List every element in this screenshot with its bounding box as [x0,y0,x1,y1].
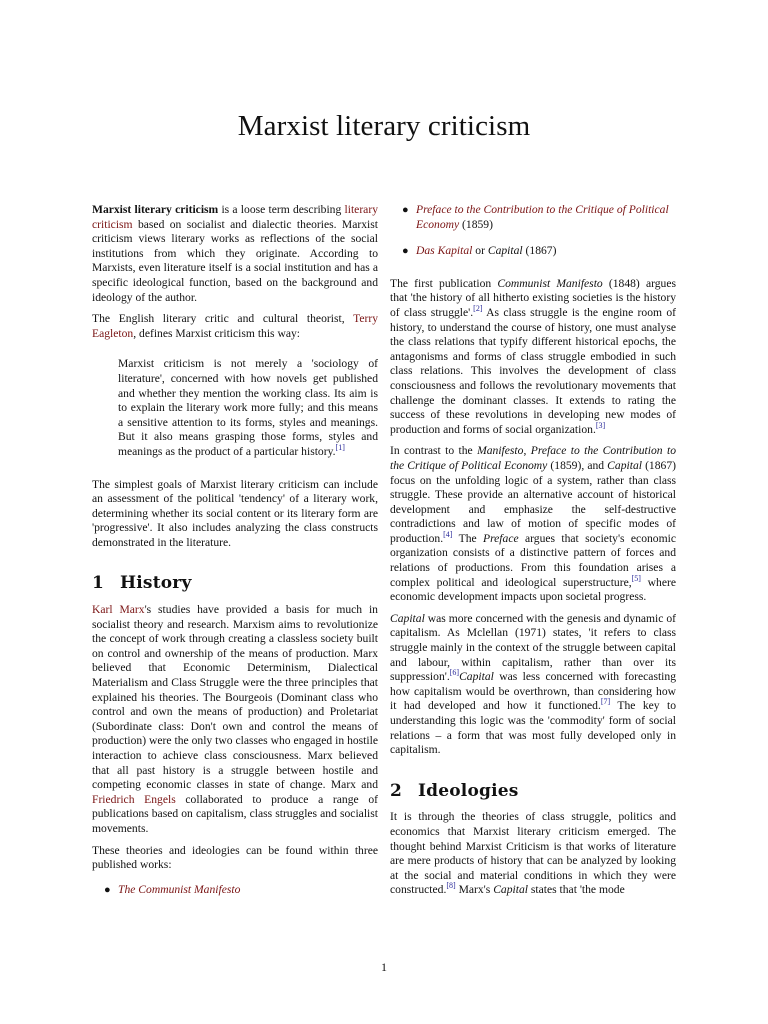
history-paragraph-1: Karl Marx's studies have provided a basis for much in socialist theory and research. Marxism aims to revolutionize the concept of work through creating a classless society built on control and ownership of the means of production. Marx believed that Economic Determinism, Dialectical Materialism and Class Struggle were the three principles that explained his theories. The Bourgeois (Dominant class who control and own the means of production) and Proletariat (Subordinate class: Don't own and control the means of production) were the only two classes who engaged in hostile interaction to achieve class consciousness. Marx believed that all past history is a struggle between hostile and competing economic classes in state of change. Marx and Friedrich Engels collaborated to produce a range of publications based on capitalism, class struggles and socialist movements. [92,603,379,835]
citation-ref-5[interactable]: [5] [631,573,641,583]
lead-term: Marxist literary criticism [92,203,219,216]
citation-ref-3[interactable]: [3] [595,420,606,430]
page-title: Marxist literary criticism [237,110,531,142]
section-heading-ideologies [390,780,676,801]
block-quote: Marxist criticism is not merely a 'sociology of literature', concerned with how novels get published and whether they mention the working class. Its aim is to explain the literary work more fully; and this means a sensitive attention to its forms, styles and meanings. But it also means grasping those forms, styles and meanings as the product of a particular history.[1] [118,357,378,458]
history-paragraph-3: The first publication Communist Manifesto (1848) argues that 'the history of all hitherto existing societies is the history of class struggle'.[2] As class struggle is the engine room of history, to understand the course of history, one must analyse the class relations that typify different historical epochs, the antagonisms and forms of class struggle embodied in such class relations. This involves the development of class consciousness and follows the revolutionary movements that challenge the dominant classes. It extends to rating the success of these revolutions in developing new modes of production and forms of social organization.[3] [390,276,676,436]
section-heading-history [92,573,378,594]
section-title: History [120,573,192,594]
history-paragraph-2: These theories and ideologies can be found within three published works: [92,843,378,872]
link-karl-marx[interactable]: Karl Marx [92,603,145,617]
history-paragraph-5: Capital was more concerned with the genesis and dynamic of capitalism. As Mclellan (1971) states, 'it refers to class struggle mainly in the context of the struggle between capital and labour, within capitalism, rather than over its suppression'.[6]Capital was less concerned with forecasting how capitalism would be overthrown, than considering how it had developed and how it functioned.[7] The key to understanding this logic was the 'commodity' form of social relations – a form that was most fully developed only in capitalism. [390,611,676,757]
citation-ref-7[interactable]: [7] [600,697,611,707]
citation-ref-6[interactable]: [6] [449,668,460,678]
list-item: ● Preface to the Contribution to the Critique of Political Economy (1859) [402,203,669,231]
left-column [92,203,378,911]
citation-ref-4[interactable]: [4] [443,530,453,540]
bullet-icon: ● [402,245,409,258]
works-list-part-2 [390,203,676,259]
citation-ref-8[interactable]: [8] [446,881,456,891]
link-literary-criticism[interactable]: literary criticism [92,203,378,231]
link-das-kapital[interactable]: Das Kapital [416,244,473,258]
citation-ref-1[interactable]: [1] [335,443,345,453]
intro-paragraph-2: The English literary critic and cultural theorist, Terry Eagleton, defines Marxist criticism this way: [92,312,378,340]
link-terry-eagleton[interactable]: Terry Eagleton [92,312,378,340]
section-title: Ideologies [418,780,519,801]
citation-ref-2[interactable]: [2] [473,304,483,314]
ideologies-paragraph-1: It is through the theories of class struggle, politics and economics that Marxist literary criticism emerged. The thought behind Marxist Criticism is that works of literature are mere products of history that can be analyzed by looking at the social and material conditions in which they were constructed.[8] Marx's Capital states that 'the mode [390,810,676,897]
page-number: 1 [381,960,387,974]
works-list-part-1 [92,883,378,898]
section-number: 1 [92,573,105,594]
intro-paragraph-3: The simplest goals of Marxist literary criticism can include an assessment of the political 'tendency' of a literary work, determining whether its social content or its literary form are 'progressive'. It also includes analyzing the class constructs demonstrated in the literature. [92,477,378,549]
right-column [390,203,676,905]
bullet-icon: ● [402,204,409,216]
intro-paragraph-1: Marxist literary criticism is a loose term describing literary criticism based on socialist and dialectic theories. Marxist criticism views literary works as reflections of the social institutions from which they originate. According to Marxists, even literature itself is a social institution and has a specific ideological function, based on the background and ideology of the author. [92,203,378,304]
link-communist-manifesto[interactable]: The Communist Manifesto [118,882,241,896]
list-item: ● Das Kapital or Capital (1867) [402,244,557,258]
link-friedrich-engels[interactable]: Friedrich Engels [92,792,176,806]
section-number: 2 [390,780,403,801]
history-paragraph-4: In contrast to the Manifesto, Preface to the Contribution to the Critique of Political Economy (1859), and Capital (1867) focus on the unfolding logic of a system, rather than class struggle. These provide an alternative account of historical development and emphasize the self-destructive contradictions and law of motion of specific modes of production.[4] The Preface argues that society's economic organization consists of a distinctive pattern of forces and relations of productions. From this foundation arises a complex political and ideological superstructure,[5] where economic development impacts upon societal progress. [390,444,676,604]
bullet-icon: ● [104,883,111,896]
list-item [92,883,378,898]
link-preface-critique[interactable]: Preface to the Contribution to the Critique of Political Economy [416,203,669,231]
